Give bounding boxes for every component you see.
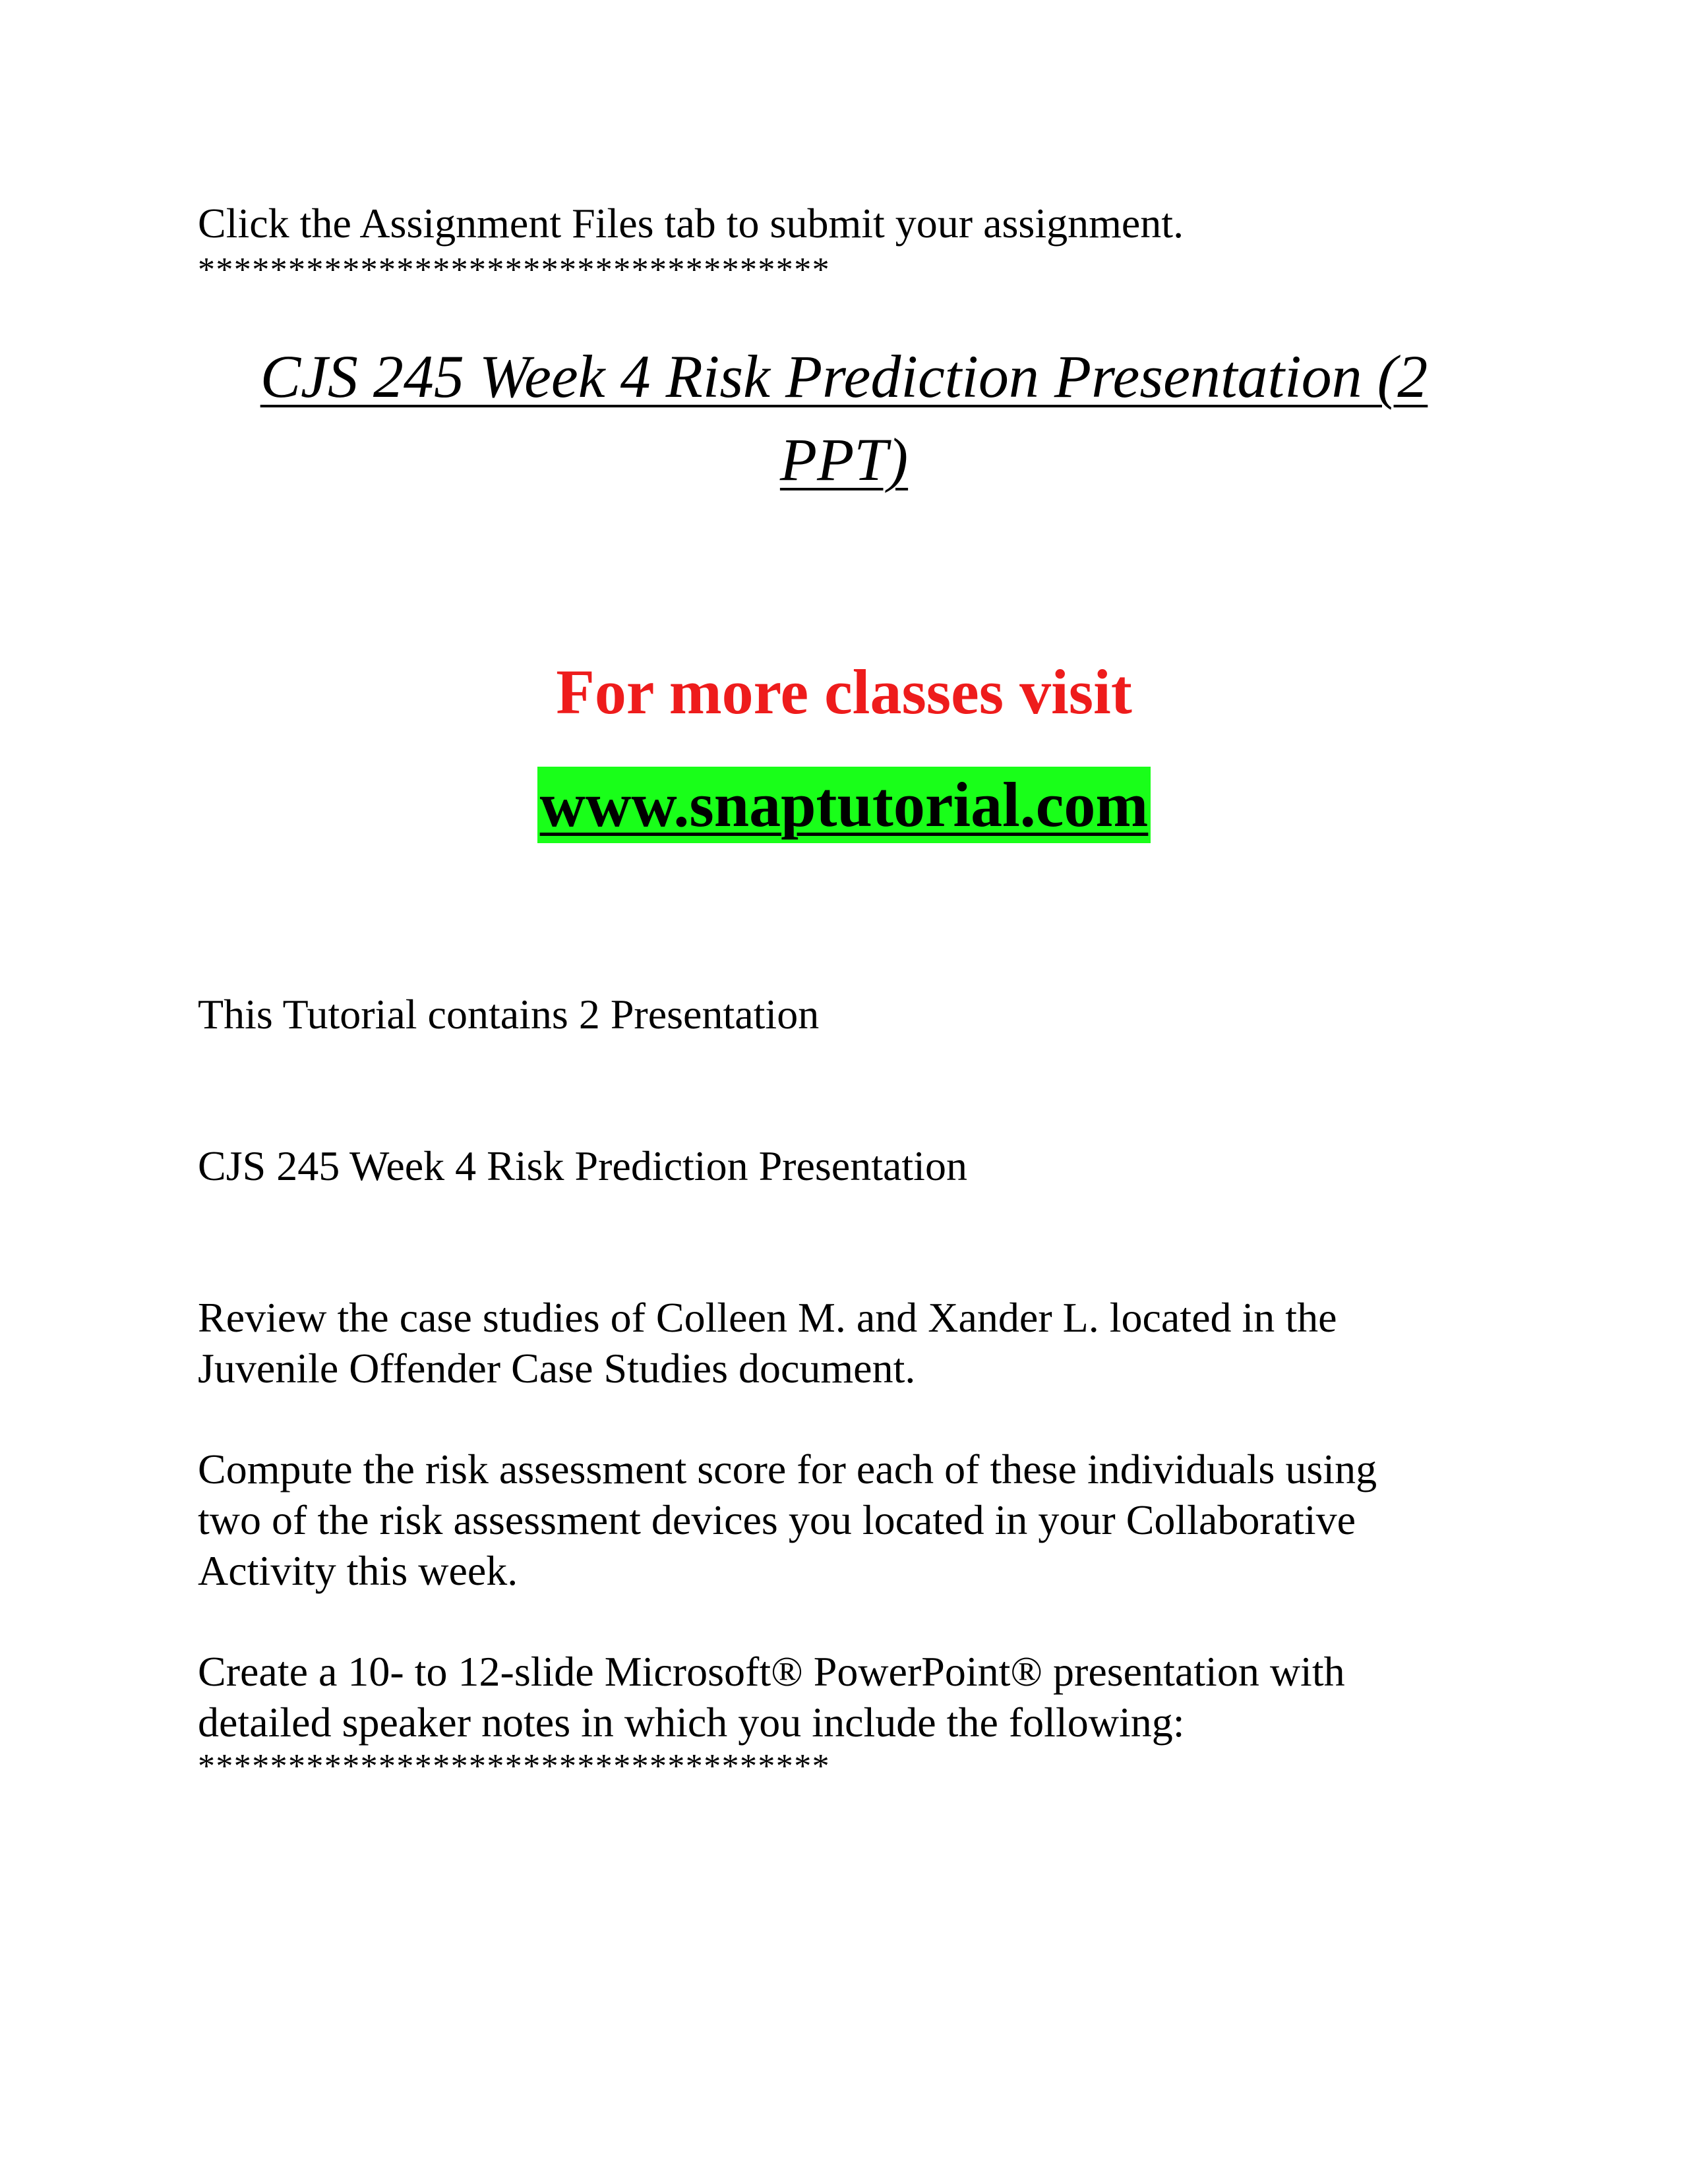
assignment-subtitle: CJS 245 Week 4 Risk Prediction Presentation	[198, 1142, 967, 1189]
paragraph-compute: Compute the risk assessment score for each of these individuals using two of the risk assessment devices you located in your Collaborative Activity this week.	[198, 1446, 1377, 1594]
promo-text: For more classes visit	[556, 657, 1132, 727]
paragraph-review: Review the case studies of Colleen M. and Xander L. located in the Juvenile Offender Case Studies document.	[198, 1294, 1337, 1392]
website-link[interactable]: www.snaptutorial.com	[537, 767, 1151, 843]
paragraph-create: Create a 10- to 12-slide Microsoft® PowerPoint® presentation with detailed speaker notes in which you include the following:	[198, 1648, 1345, 1746]
document-title: CJS 245 Week 4 Risk Prediction Presentation (2 PPT)	[260, 343, 1428, 493]
submit-instruction: Click the Assignment Files tab to submit your assignment.	[198, 200, 1184, 247]
promo-link-row	[198, 767, 1490, 843]
separator-top: ***********************************	[198, 251, 830, 289]
separator-bottom: ***********************************	[198, 1748, 830, 1785]
tutorial-contents: This Tutorial contains 2 Presentation	[198, 991, 820, 1038]
